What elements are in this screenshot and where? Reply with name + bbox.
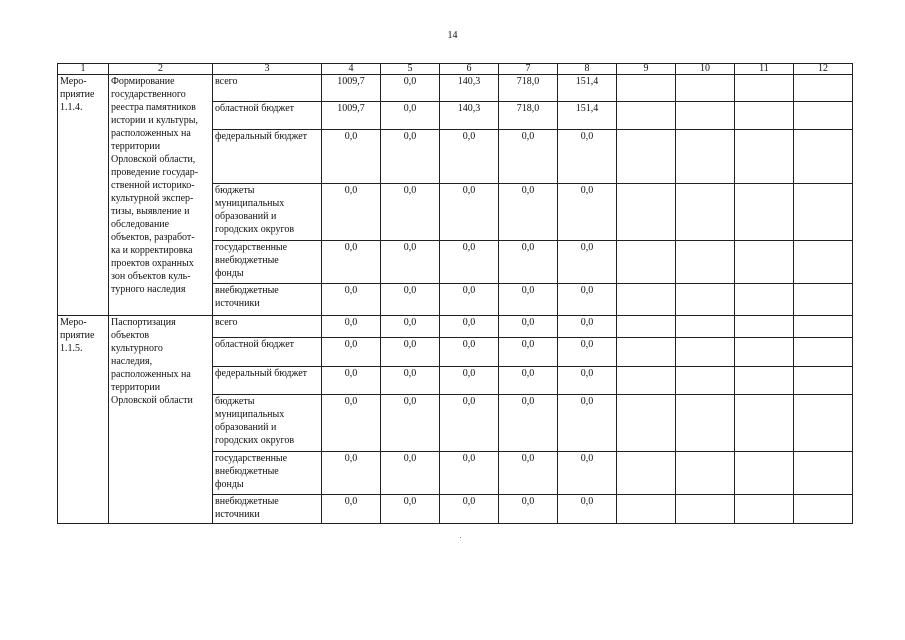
- empty-cell: [617, 75, 676, 102]
- empty-cell: [676, 284, 735, 316]
- value-cell: 0,0: [381, 395, 440, 452]
- empty-cell: [676, 338, 735, 367]
- value-cell: 0,0: [381, 495, 440, 524]
- funding-source-line: фонды: [215, 479, 244, 490]
- value-cell: 0,0: [381, 102, 440, 130]
- measure-description-line: ственной историко-: [111, 180, 195, 191]
- funding-source-line: всего: [215, 317, 238, 328]
- funding-source-line: образований и: [215, 422, 277, 433]
- value-cell: 0,0: [499, 395, 558, 452]
- funding-source-line: бюджеты: [215, 185, 255, 196]
- column-number-row: [58, 64, 853, 75]
- value-cell: 0,0: [499, 184, 558, 241]
- value-cell: 0,0: [322, 367, 381, 395]
- budget-table-body: [58, 64, 853, 524]
- value-cell: 0,0: [499, 284, 558, 316]
- funding-source-line: городских округов: [215, 224, 295, 235]
- funding-source: [213, 452, 322, 495]
- scan-speck: [460, 537, 461, 538]
- value-cell: 0,0: [322, 338, 381, 367]
- measure-description-line: расположенных на: [111, 128, 191, 139]
- measure-description-line: Паспортизация: [111, 317, 176, 328]
- measure-description-line: зон объектов куль-: [111, 271, 191, 282]
- empty-cell: [617, 395, 676, 452]
- column-number: 11: [735, 64, 794, 75]
- page-number: 14: [447, 30, 458, 41]
- value-cell: 0,0: [322, 452, 381, 495]
- value-cell: 0,0: [381, 130, 440, 184]
- value-cell: 0,0: [499, 495, 558, 524]
- empty-cell: [676, 452, 735, 495]
- funding-source-line: городских округов: [215, 435, 295, 446]
- empty-cell: [794, 184, 853, 241]
- value-cell: 0,0: [558, 452, 617, 495]
- empty-cell: [676, 241, 735, 284]
- empty-cell: [617, 452, 676, 495]
- funding-source-line: муниципальных: [215, 198, 285, 209]
- table-row: [58, 316, 853, 338]
- value-cell: 0,0: [440, 316, 499, 338]
- measure-description-line: культурной экспер-: [111, 193, 194, 204]
- empty-cell: [794, 130, 853, 184]
- funding-source-line: бюджеты: [215, 396, 255, 407]
- measure-description-line: проведение государ-: [111, 167, 199, 178]
- empty-cell: [617, 495, 676, 524]
- measure-description: [109, 316, 213, 524]
- empty-cell: [735, 452, 794, 495]
- funding-source: [213, 102, 322, 130]
- value-cell: 0,0: [440, 184, 499, 241]
- empty-cell: [794, 338, 853, 367]
- funding-source-line: государственные: [215, 453, 288, 464]
- empty-cell: [735, 395, 794, 452]
- empty-cell: [735, 130, 794, 184]
- funding-source: [213, 338, 322, 367]
- measure-label-line: приятие: [60, 89, 95, 100]
- measure-description-line: расположенных на: [111, 369, 191, 380]
- value-cell: 0,0: [558, 495, 617, 524]
- measure-description-line: реестра памятников: [111, 102, 196, 113]
- funding-source-line: областной бюджет: [215, 103, 295, 114]
- measure-description-line: наследия,: [111, 356, 153, 367]
- funding-source-line: фонды: [215, 268, 244, 279]
- column-number: 5: [381, 64, 440, 75]
- measure-description-line: территории: [111, 141, 161, 152]
- funding-source-line: образований и: [215, 211, 277, 222]
- empty-cell: [735, 102, 794, 130]
- value-cell: 718,0: [499, 102, 558, 130]
- empty-cell: [617, 338, 676, 367]
- funding-source-line: внебюджетные: [215, 285, 279, 296]
- funding-source: [213, 395, 322, 452]
- value-cell: 0,0: [322, 130, 381, 184]
- empty-cell: [794, 75, 853, 102]
- funding-source-line: источники: [215, 509, 260, 520]
- value-cell: 1009,7: [322, 75, 381, 102]
- funding-source: [213, 284, 322, 316]
- value-cell: 0,0: [322, 241, 381, 284]
- funding-source-line: источники: [215, 298, 260, 309]
- value-cell: 151,4: [558, 75, 617, 102]
- funding-source-line: внебюджетные: [215, 466, 279, 477]
- measure-description-line: Орловской области,: [111, 154, 196, 165]
- column-number: 7: [499, 64, 558, 75]
- value-cell: 0,0: [322, 184, 381, 241]
- measure-description-line: обследование: [111, 219, 170, 230]
- empty-cell: [794, 395, 853, 452]
- column-number: 6: [440, 64, 499, 75]
- value-cell: 718,0: [499, 75, 558, 102]
- funding-source-line: внебюджетные: [215, 496, 279, 507]
- measure-description-line: Орловской области: [111, 395, 193, 406]
- empty-cell: [617, 367, 676, 395]
- value-cell: 0,0: [440, 284, 499, 316]
- measure-description-line: объектов, разработ-: [111, 232, 195, 243]
- empty-cell: [617, 316, 676, 338]
- funding-source: [213, 316, 322, 338]
- empty-cell: [676, 102, 735, 130]
- value-cell: 0,0: [440, 395, 499, 452]
- value-cell: 0,0: [322, 316, 381, 338]
- empty-cell: [794, 102, 853, 130]
- value-cell: 0,0: [440, 338, 499, 367]
- value-cell: 0,0: [499, 367, 558, 395]
- value-cell: 0,0: [558, 284, 617, 316]
- empty-cell: [676, 130, 735, 184]
- value-cell: 0,0: [322, 395, 381, 452]
- measure-description-line: территории: [111, 382, 161, 393]
- measure-description-line: истории и культуры,: [111, 115, 198, 126]
- value-cell: 0,0: [499, 452, 558, 495]
- empty-cell: [617, 184, 676, 241]
- funding-source: [213, 130, 322, 184]
- empty-cell: [617, 130, 676, 184]
- value-cell: 151,4: [558, 102, 617, 130]
- funding-source-line: внебюджетные: [215, 255, 279, 266]
- value-cell: 0,0: [440, 241, 499, 284]
- measure-label-line: приятие: [60, 330, 95, 341]
- value-cell: 0,0: [558, 241, 617, 284]
- column-number: 10: [676, 64, 735, 75]
- value-cell: 0,0: [558, 395, 617, 452]
- value-cell: 0,0: [440, 495, 499, 524]
- measure-label-line: 1.1.4.: [60, 102, 83, 113]
- measure-label-line: 1.1.5.: [60, 343, 83, 354]
- empty-cell: [735, 284, 794, 316]
- budget-table: [57, 63, 853, 524]
- value-cell: 0,0: [322, 284, 381, 316]
- table-row: [58, 75, 853, 102]
- value-cell: 0,0: [440, 367, 499, 395]
- empty-cell: [676, 495, 735, 524]
- measure-label-line: Меро-: [60, 317, 87, 328]
- funding-source-line: муниципальных: [215, 409, 285, 420]
- column-number: 1: [58, 64, 109, 75]
- empty-cell: [735, 184, 794, 241]
- empty-cell: [794, 495, 853, 524]
- value-cell: 1009,7: [322, 102, 381, 130]
- measure-description-line: государственного: [111, 89, 186, 100]
- value-cell: 140,3: [440, 102, 499, 130]
- empty-cell: [794, 284, 853, 316]
- empty-cell: [617, 102, 676, 130]
- empty-cell: [735, 316, 794, 338]
- funding-source: [213, 184, 322, 241]
- value-cell: 0,0: [381, 338, 440, 367]
- measure-label-line: Меро-: [60, 76, 87, 87]
- empty-cell: [735, 495, 794, 524]
- empty-cell: [735, 367, 794, 395]
- measure-description-line: тизы, выявление и: [111, 206, 190, 217]
- empty-cell: [676, 316, 735, 338]
- funding-source: [213, 367, 322, 395]
- measure-description: [109, 75, 213, 316]
- measure-description-line: проектов охранных: [111, 258, 194, 269]
- empty-cell: [735, 241, 794, 284]
- value-cell: 0,0: [322, 495, 381, 524]
- measure-description-line: ка и корректировка: [111, 245, 193, 256]
- value-cell: 0,0: [558, 338, 617, 367]
- value-cell: 0,0: [499, 316, 558, 338]
- value-cell: 0,0: [381, 75, 440, 102]
- column-number: 9: [617, 64, 676, 75]
- value-cell: 0,0: [499, 130, 558, 184]
- funding-source-line: государственные: [215, 242, 288, 253]
- empty-cell: [735, 338, 794, 367]
- funding-source-line: областной бюджет: [215, 339, 295, 350]
- empty-cell: [676, 75, 735, 102]
- measure-label: [58, 316, 109, 524]
- value-cell: 0,0: [440, 452, 499, 495]
- empty-cell: [794, 367, 853, 395]
- measure-description-line: Формирование: [111, 76, 175, 87]
- empty-cell: [794, 452, 853, 495]
- value-cell: 0,0: [381, 284, 440, 316]
- empty-cell: [676, 184, 735, 241]
- value-cell: 0,0: [381, 241, 440, 284]
- value-cell: 0,0: [381, 316, 440, 338]
- empty-cell: [794, 241, 853, 284]
- empty-cell: [617, 284, 676, 316]
- value-cell: 140,3: [440, 75, 499, 102]
- empty-cell: [617, 241, 676, 284]
- funding-source-line: федеральный бюджет: [215, 131, 308, 142]
- column-number: 8: [558, 64, 617, 75]
- funding-source: [213, 75, 322, 102]
- value-cell: 0,0: [558, 316, 617, 338]
- value-cell: 0,0: [499, 241, 558, 284]
- measure-description-line: культурного: [111, 343, 163, 354]
- column-number: 4: [322, 64, 381, 75]
- column-number: 3: [213, 64, 322, 75]
- value-cell: 0,0: [499, 338, 558, 367]
- value-cell: 0,0: [381, 452, 440, 495]
- column-number: 12: [794, 64, 853, 75]
- value-cell: 0,0: [381, 367, 440, 395]
- value-cell: 0,0: [381, 184, 440, 241]
- funding-source-line: федеральный бюджет: [215, 368, 308, 379]
- empty-cell: [676, 395, 735, 452]
- empty-cell: [794, 316, 853, 338]
- funding-source-line: всего: [215, 76, 238, 87]
- value-cell: 0,0: [558, 130, 617, 184]
- empty-cell: [676, 367, 735, 395]
- value-cell: 0,0: [558, 367, 617, 395]
- funding-source: [213, 495, 322, 524]
- measure-label: [58, 75, 109, 316]
- measure-description-line: турного наследия: [111, 284, 186, 295]
- measure-description-line: объектов: [111, 330, 150, 341]
- funding-source: [213, 241, 322, 284]
- value-cell: 0,0: [440, 130, 499, 184]
- column-number: 2: [109, 64, 213, 75]
- value-cell: 0,0: [558, 184, 617, 241]
- empty-cell: [735, 75, 794, 102]
